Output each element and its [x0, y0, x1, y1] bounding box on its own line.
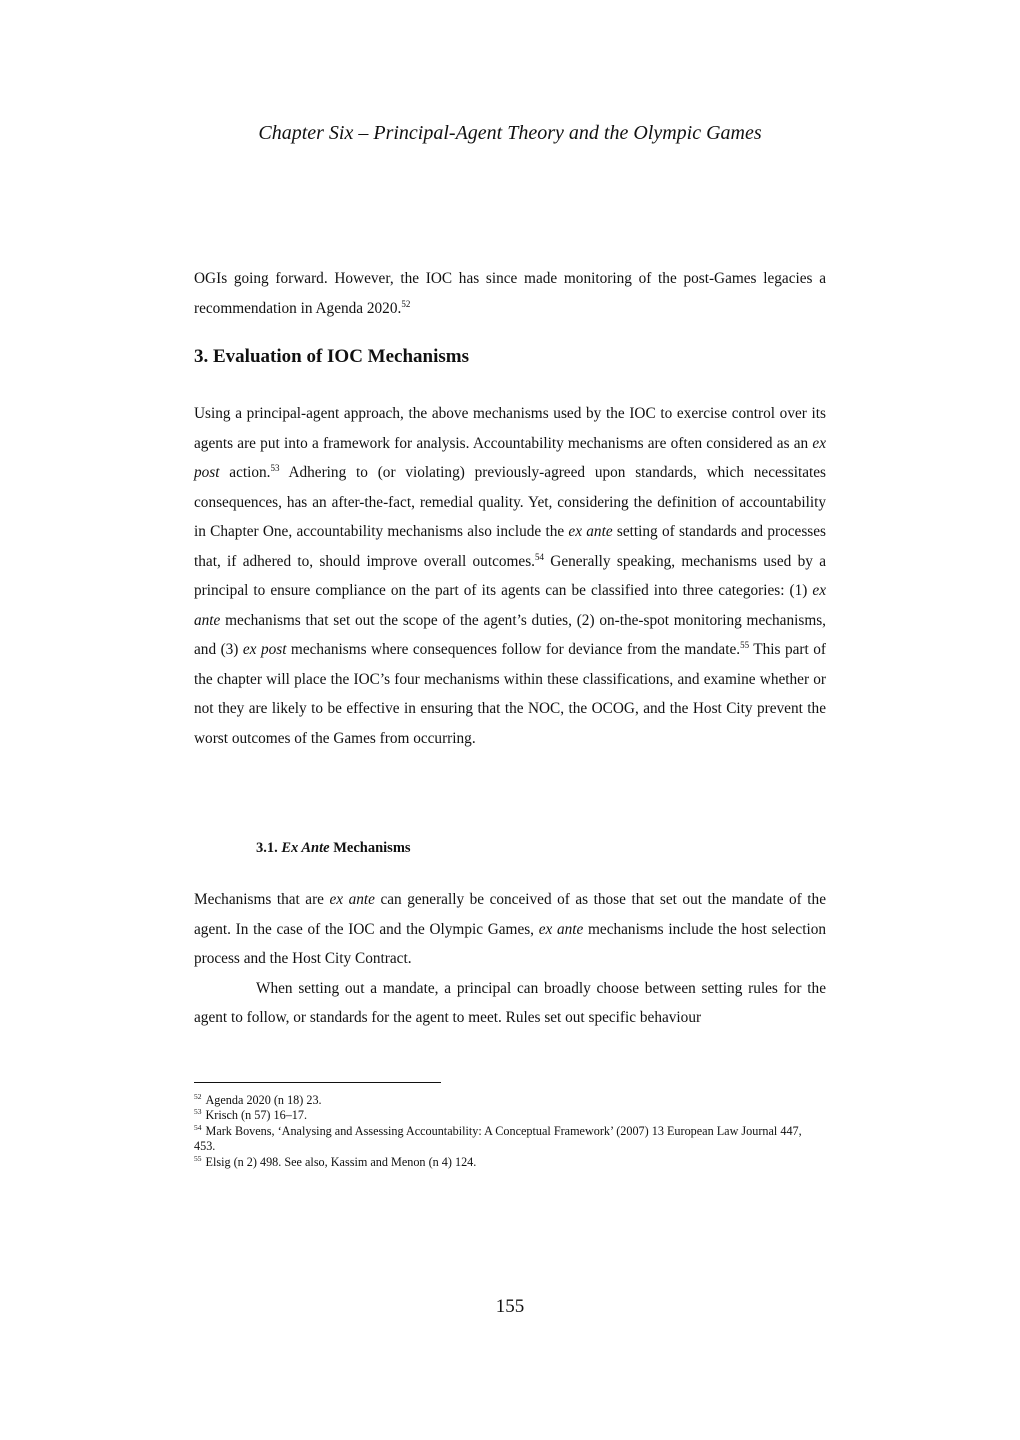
paragraph-evaluation: Using a principal-agent approach, the above mechanisms used by the IOC to exercise control over its agents are put into a framework for analysis. Accountability mechanisms are often considered as an ex post action.$^{53}$ Adhering to (or violating) previously-agreed upon standards, which necessitates consequences, has an after-the-fact, remedial quality. Yet, considering the definition of accountability in Chapter One, accountability mechanisms also include the ex ante setting of standards and processes that, if adhered to, should improve overall outcomes.$^{54}$ Generally speaking, mechanisms used by a principal to ensure compliance on the part of its agents can be classified into three categories: (1) ex ante mechanisms that set out the scope of the agent’s duties, (2) on-the-spot monitoring mechanisms, and (3) ex post mechanisms where consequences follow for deviance from the mandate.$^{55}$ This part of the chapter will place the IOC’s four mechanisms within these classifications, and examine whether or not they are likely to be effective in ensuring that the NOC, the OCOG, and the Host City prevent the worst outcomes of the Games from occurring. [194, 405, 826, 747]
footnotes [194, 1093, 826, 1170]
footnote-separator [194, 1082, 441, 1083]
footnote-ref-53[interactable]: 53 [270, 463, 280, 473]
footnote-52: $^{52}$ Agenda 2020 (n 18) 23. [194, 1092, 322, 1107]
footnote-ref-54[interactable]: 54 [534, 551, 544, 562]
footnote-55: $^{55}$ Elsig (n 2) 498. See also, Kassim and Menon (n 4) 124. [194, 1153, 477, 1169]
footnote-ref-52[interactable]: 52 [401, 298, 411, 309]
section-heading: 3. Evaluation of IOC Mechanisms [194, 346, 469, 367]
page-number: 155 [495, 1296, 525, 1317]
continuation-paragraph: OGIs going forward. However, the IOC has since made monitoring of the post-Games legacies a recommendation in Agenda 2020.52 [194, 270, 826, 317]
subsection-heading: 3.1. Ex Ante Mechanisms [256, 840, 411, 856]
paragraph-mandate: When setting out a mandate, a principal can broadly choose between setting rules for the agent to follow, or standards for the agent to meet. Rules set out specific behaviour [194, 979, 826, 1026]
paragraph-ex-ante: Mechanisms that are ex ante can generally be conceived of as those that set out the mandate of the agent. In the case of the IOC and the Olympic Games, ex ante mechanisms include the host selection process and the Host City Contract. When setting out a mandate, a principal can broadly choose between setting rules for the agent to follow, or standards for the agent to meet. Rules set out specific behaviour [194, 885, 826, 1033]
footnote-54: $^{54}$ Mark Bovens, ‘Analysing and Assessing Accountability: A Conceptual Framework’ (2007) 13 European Law Journal 447, 453. [194, 1122, 802, 1154]
running-header: Chapter Six – Principal-Agent Theory and the Olympic Games [258, 122, 762, 144]
footnote-ref-55[interactable]: 55 [740, 640, 750, 650]
footnote-53: $^{53}$ Krisch (n 57) 16–17. [194, 1107, 308, 1123]
